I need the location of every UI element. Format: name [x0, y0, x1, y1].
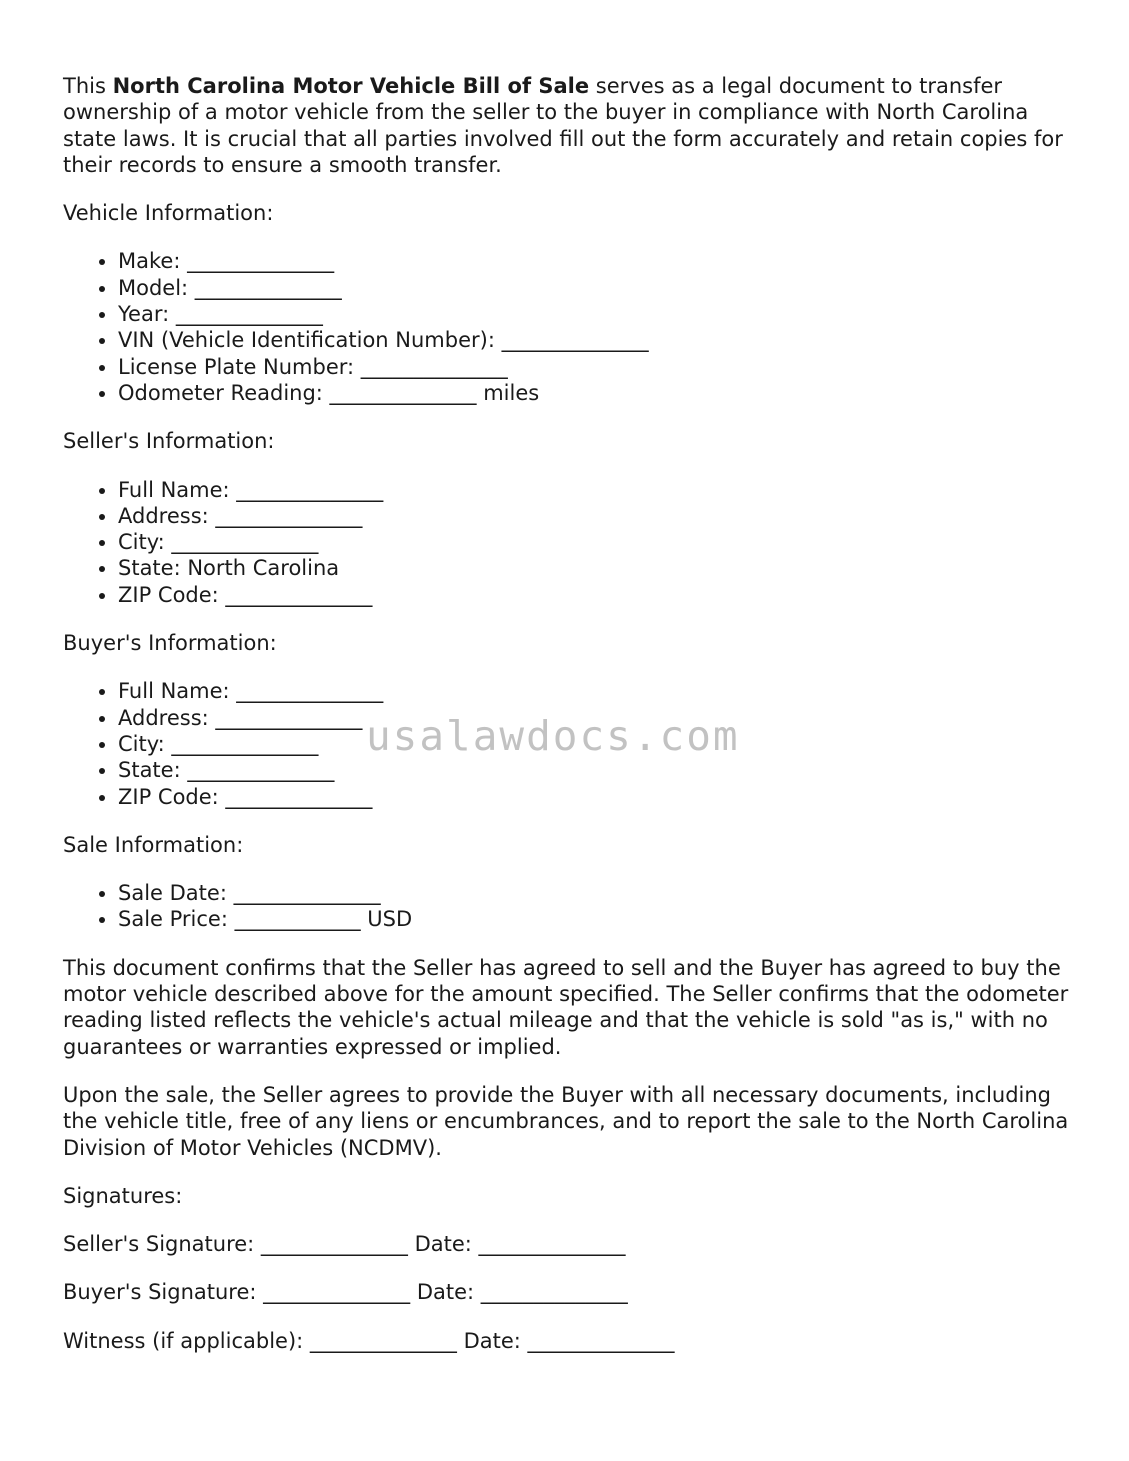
- vehicle-list: [63, 248, 1073, 406]
- buyer-list: [63, 678, 1073, 809]
- seller-state: • State: North Carolina: [118, 555, 1073, 581]
- seller-zip: • ZIP Code: ______________: [118, 582, 1073, 608]
- vehicle-make: • Make: ______________: [118, 248, 1073, 274]
- intro-post: serves as a legal document to transfer ownership of a motor vehicle from the seller to the buyer in compliance with North Carolina state laws. It is crucial that all parties involved fill out the form accurately and retain copies for their records to ensure a smooth transfer.: [63, 74, 1063, 177]
- intro-paragraph: [63, 73, 1073, 178]
- seller-heading: Seller's Information:: [63, 429, 275, 454]
- vehicle-model: • Model: ______________: [118, 275, 1073, 301]
- buyer-name: • Full Name: ______________: [118, 678, 1073, 704]
- upon-paragraph: Upon the sale, the Seller agrees to provide the Buyer with all necessary documents, including the vehicle title, free of any liens or encumbrances, and to report the sale to the North Carolina Division of Motor Vehicles (NCDMV).: [63, 1082, 1069, 1160]
- seller-list: [63, 477, 1073, 608]
- seller-name: • Full Name: ______________: [118, 477, 1073, 503]
- sale-list: [63, 880, 1073, 933]
- buyer-state: • State: ______________: [118, 757, 1073, 783]
- confirm-paragraph: This document confirms that the Seller has agreed to sell and the Buyer has agreed to buy the motor vehicle described above for the amount specified. The Seller confirms that the odometer reading listed reflects the vehicle's actual mileage and that the vehicle is sold "as is," with no guarantees or warranties expressed or implied.: [63, 955, 1069, 1059]
- seller-address: • Address: ______________: [118, 503, 1073, 529]
- buyer-signature-line: Buyer's Signature: ______________ Date: ______________: [63, 1280, 628, 1305]
- vehicle-plate: • License Plate Number: ______________: [118, 354, 1073, 380]
- document-body: [63, 73, 1073, 1376]
- vehicle-heading: Vehicle Information:: [63, 201, 274, 226]
- vehicle-odometer: • Odometer Reading: ______________ miles: [118, 380, 1073, 406]
- sale-price: • Sale Price: ____________ USD: [118, 906, 1073, 932]
- seller-city: • City: ______________: [118, 529, 1073, 555]
- watermark: usalawdocs.com: [366, 712, 740, 760]
- buyer-city: • City: ______________: [118, 731, 1073, 757]
- intro-pre: This: [63, 74, 113, 98]
- buyer-heading: Buyer's Information:: [63, 631, 277, 656]
- buyer-address: • Address: ______________: [118, 705, 1073, 731]
- signatures-heading: Signatures:: [63, 1183, 183, 1208]
- buyer-zip: • ZIP Code: ______________: [118, 784, 1073, 810]
- sale-heading: Sale Information:: [63, 832, 244, 857]
- seller-signature-line: Seller's Signature: ______________ Date: ______________: [63, 1232, 626, 1257]
- vehicle-vin: • VIN (Vehicle Identification Number): ______________: [118, 327, 1073, 353]
- witness-signature-line: Witness (if applicable): ______________ Date: ______________: [63, 1328, 675, 1353]
- sale-date: • Sale Date: ______________: [118, 880, 1073, 906]
- vehicle-year: • Year: ______________: [118, 301, 1073, 327]
- document-title: North Carolina Motor Vehicle Bill of Sale: [112, 74, 590, 98]
